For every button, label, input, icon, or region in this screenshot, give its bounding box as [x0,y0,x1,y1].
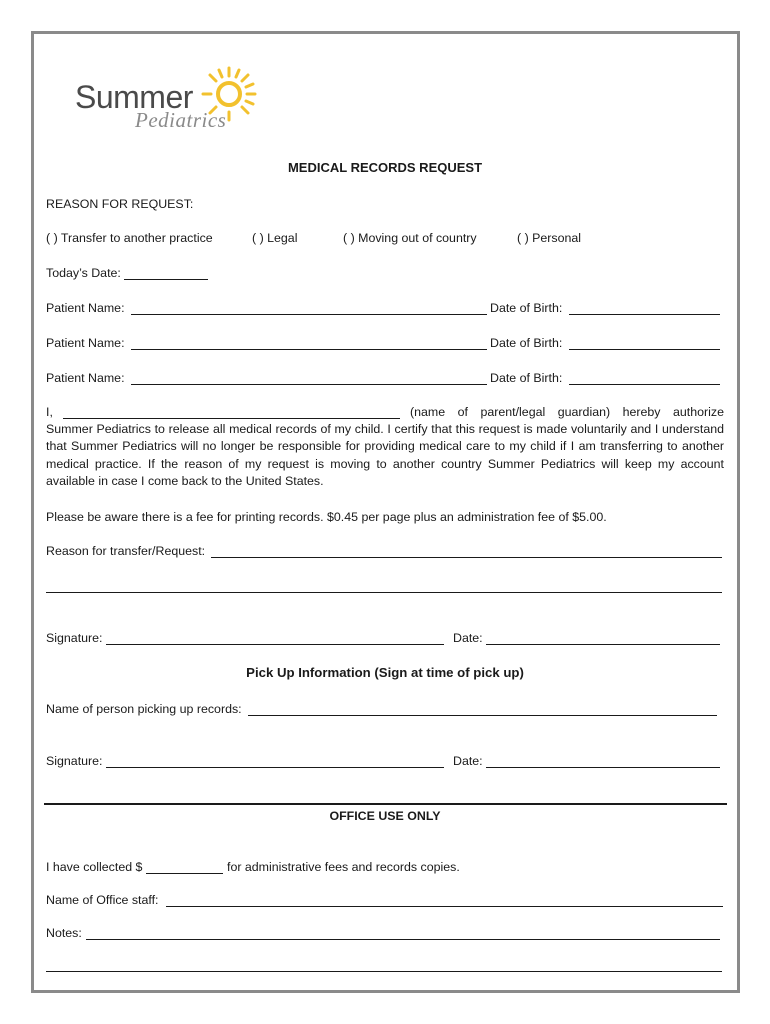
office-heading: OFFICE USE ONLY [329,809,441,823]
notes-field-2[interactable] [46,971,722,972]
fee-note: Please be aware there is a fee for printing records. $0.45 per page plus an administration fee of $5.00. [46,510,607,524]
notes-label: Notes: [46,926,82,940]
pickup-signature-label: Signature: [46,754,103,768]
dob-field[interactable] [569,384,720,385]
auth-suffix: (name of parent/legal guardian) hereby authorize [410,405,724,419]
logo-word: Summer [75,79,193,115]
todays-date-label: Today’s Date: [46,266,121,280]
pickup-name-label: Name of person picking up records: [46,702,242,716]
pickup-signature-field[interactable] [106,767,444,768]
auth-prefix: I, [46,405,53,419]
reason-transfer-field[interactable] [211,557,722,558]
office-staff-field[interactable] [166,906,723,907]
office-divider [44,803,727,805]
auth-body: Summer Pediatrics to release all medical records of my child. I certify that this request is made voluntarily and I understand that Summer Pediatrics will no longer be responsible for providing medical care to my child if I am transferring to another medical practice. If the reason of my request is moving to another country Summer Pediatrics will keep my account available in case I come back to the United States. [46,422,724,489]
pickup-date-label: Date: [453,754,483,768]
reason-moving-option[interactable]: ( ) Moving out of country [343,231,477,245]
reason-legal-option[interactable]: ( ) Legal [252,231,298,245]
patient-name-label: Patient Name: [46,336,125,350]
pickup-date-field[interactable] [486,767,720,768]
pickup-heading: Pick Up Information (Sign at time of pick up) [246,665,524,680]
sun-icon [199,64,259,124]
date-field[interactable] [486,644,720,645]
reason-transfer-option[interactable]: ( ) Transfer to another practice [46,231,213,245]
patient-name-label: Patient Name: [46,301,125,315]
patient-name-field[interactable] [131,314,487,315]
notes-field[interactable] [86,939,720,940]
guardian-name-field[interactable] [63,418,400,419]
collected-suffix: for administrative fees and records copies. [227,860,460,874]
dob-label: Date of Birth: [490,371,563,385]
collected-amount-field[interactable] [146,873,223,874]
dob-label: Date of Birth: [490,336,563,350]
reason-label: REASON FOR REQUEST: [46,197,194,211]
patient-name-field[interactable] [131,349,487,350]
pickup-name-field[interactable] [248,715,717,716]
dob-label: Date of Birth: [490,301,563,315]
office-staff-label: Name of Office staff: [46,893,159,907]
signature-label: Signature: [46,631,103,645]
signature-field[interactable] [106,644,444,645]
todays-date-field[interactable] [124,279,208,280]
logo-sub: Pediatrics [135,108,227,132]
dob-field[interactable] [569,349,720,350]
reason-transfer-label: Reason for transfer/Request: [46,544,206,558]
date-label: Date: [453,631,483,645]
dob-field[interactable] [569,314,720,315]
patient-name-field[interactable] [131,384,487,385]
patient-name-label: Patient Name: [46,371,125,385]
reason-personal-option[interactable]: ( ) Personal [517,231,582,245]
form-title: MEDICAL RECORDS REQUEST [287,160,483,175]
reason-transfer-field-2[interactable] [46,592,722,593]
collected-prefix: I have collected $ [46,860,143,874]
